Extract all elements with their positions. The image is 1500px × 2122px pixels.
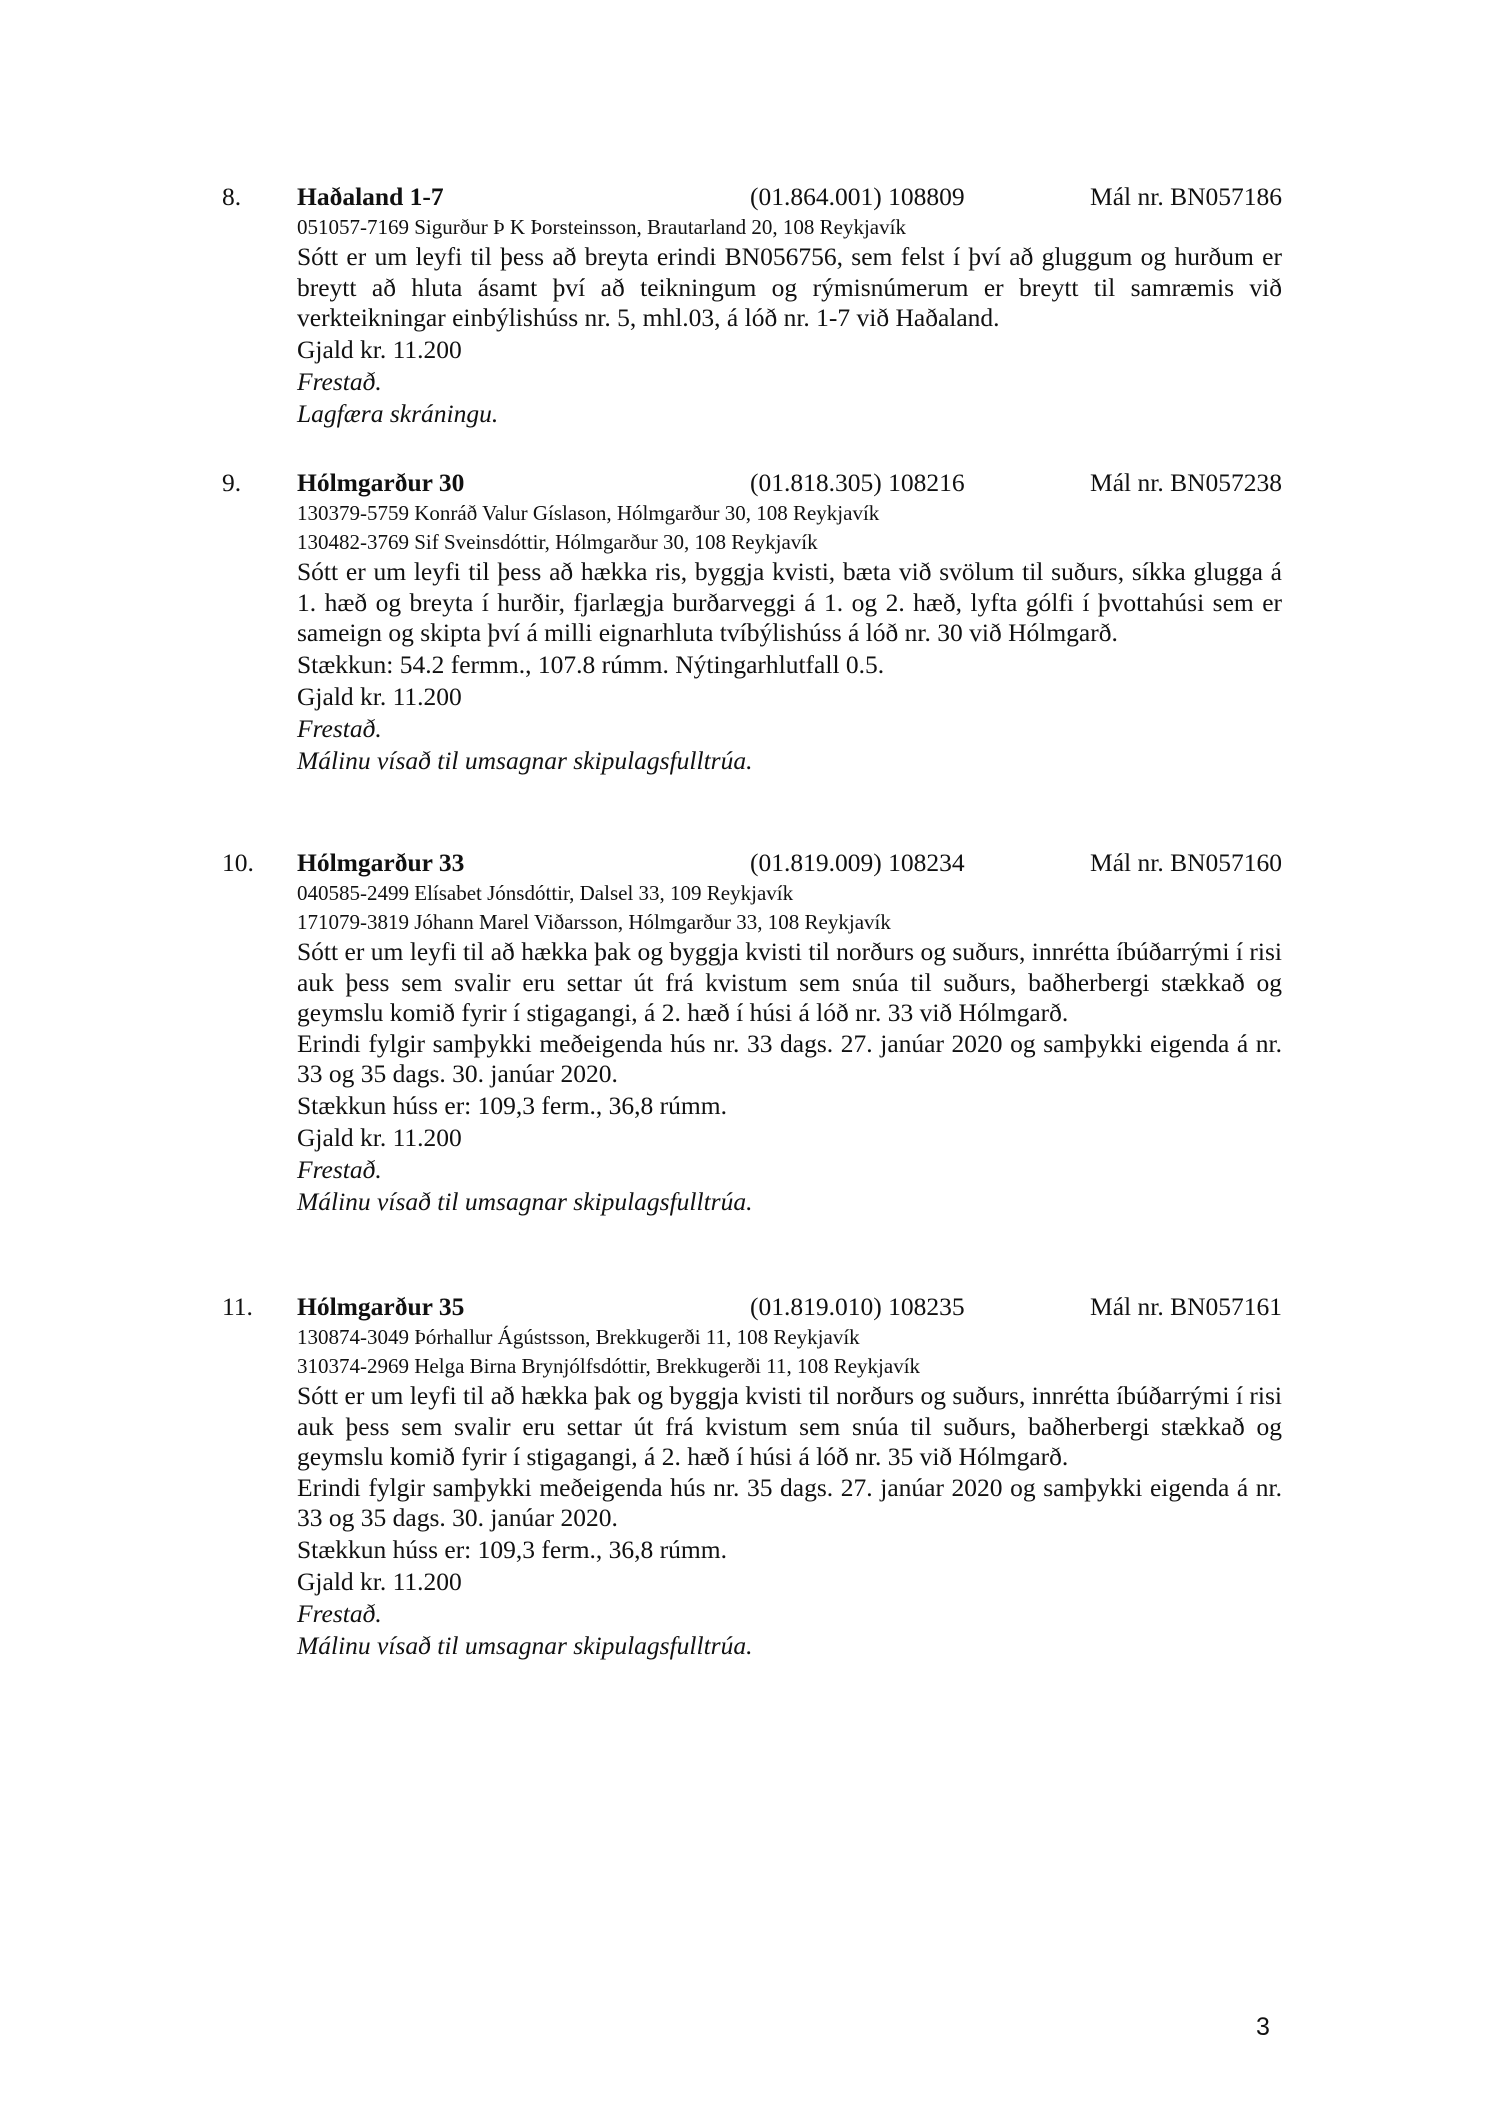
applicant-line: 130379-5759 Konráð Valur Gíslason, Hólmgarður 30, 108 Reykjavík: [297, 501, 880, 525]
entry-body: [297, 879, 1282, 1218]
case-entry: [222, 846, 1282, 1218]
entry-body: [297, 213, 1282, 430]
applicant-line: 051057-7169 Sigurður Þ K Þorsteinsson, Brautarland 20, 108 Reykjavík: [297, 215, 906, 239]
entry-body: [297, 1323, 1282, 1662]
entry-case-number: Mál nr. BN057160: [1090, 848, 1282, 877]
enlargement-line: Stækkun húss er: 109,3 ferm., 36,8 rúmm.: [297, 1090, 727, 1120]
enlargement-line: Stækkun: 54.2 fermm., 107.8 rúmm. Nýtingarhlutfall 0.5.: [297, 649, 885, 679]
entry-number: 11.: [222, 1292, 253, 1321]
decision-line: Frestað.: [297, 1598, 382, 1628]
description-paragraph: Sótt er um leyfi til þess að breyta erindi BN056756, sem felst í því að gluggum og hurðum er breytt að hluta ásamt því að teikningum og rýmisnúmerum er breytt til samræmis við verkteikningar einbýlishúss nr. 5, mhl.03, á lóð nr. 1-7 við Haðaland.: [297, 242, 1282, 332]
entry-land-reference: (01.818.305) 108216: [750, 468, 965, 497]
entry-case-number: Mál nr. BN057186: [1090, 182, 1282, 211]
note-line: Málinu vísað til umsagnar skipulagsfulltrúa.: [297, 1186, 753, 1216]
entry-body: [297, 499, 1282, 777]
note-line: Málinu vísað til umsagnar skipulagsfulltrúa.: [297, 1630, 753, 1660]
entry-case-number: Mál nr. BN057161: [1090, 1292, 1282, 1321]
entry-address: Hólmgarður 30: [297, 468, 465, 497]
entry-header: [222, 180, 1282, 213]
consent-paragraph: Erindi fylgir samþykki meðeigenda hús nr. 35 dags. 27. janúar 2020 og samþykki eigenda á nr. 33 og 35 dags. 30. janúar 2020.: [297, 1472, 1282, 1532]
entry-number: 9.: [222, 468, 242, 497]
fee-line: Gjald kr. 11.200: [297, 1122, 462, 1152]
page-number: 3: [1256, 2013, 1270, 2041]
description-paragraph: Sótt er um leyfi til að hækka þak og byggja kvisti til norðurs og suðurs, innrétta íbúðarrými í risi auk þess sem svalir eru settar út frá kvistum sem snúa til suðurs, baðherbergi stækkað og geymslu komið fyrir í stigagangi, á 2. hæð í húsi á lóð nr. 35 við Hólmgarð.: [297, 1381, 1282, 1471]
decision-line: Frestað.: [297, 366, 382, 396]
note-line: Málinu vísað til umsagnar skipulagsfulltrúa.: [297, 745, 753, 775]
entry-number: 10.: [222, 848, 254, 877]
entry-address: Hólmgarður 35: [297, 1292, 465, 1321]
enlargement-line: Stækkun húss er: 109,3 ferm., 36,8 rúmm.: [297, 1534, 727, 1564]
decision-line: Frestað.: [297, 1154, 382, 1184]
description-paragraph: Sótt er um leyfi til að hækka þak og byggja kvisti til norðurs og suðurs, innrétta íbúðarrými í risi auk þess sem svalir eru settar út frá kvistum sem snúa til suðurs, baðherbergi stækkað og geymslu komið fyrir í stigagangi, á 2. hæð í húsi á lóð nr. 33 við Hólmgarð.: [297, 937, 1282, 1027]
case-entry: [222, 180, 1282, 430]
applicant-line: 040585-2499 Elísabet Jónsdóttir, Dalsel 33, 109 Reykjavík: [297, 881, 794, 905]
description-paragraph: Sótt er um leyfi til þess að hækka ris, byggja kvisti, bæta við svölum til suðurs, síkka glugga á 1. hæð og breyta í hurðir, fjarlægja burðarveggi á 1. og 2. hæð, lyfta gólfi í þvottahúsi sem er sameign og skipta því á milli eignarhluta tvíbýlishúss á lóð nr. 30 við Hólmgarð.: [297, 557, 1282, 647]
entry-address: Hólmgarður 33: [297, 848, 465, 877]
fee-line: Gjald kr. 11.200: [297, 1566, 462, 1596]
note-line: Lagfæra skráningu.: [297, 398, 499, 428]
applicant-line: 171079-3819 Jóhann Marel Viðarsson, Hólmgarður 33, 108 Reykjavík: [297, 910, 891, 934]
decision-line: Frestað.: [297, 713, 382, 743]
entry-case-number: Mál nr. BN057238: [1090, 468, 1282, 497]
applicant-line: 130874-3049 Þórhallur Ágústsson, Brekkugerði 11, 108 Reykjavík: [297, 1325, 860, 1349]
fee-line: Gjald kr. 11.200: [297, 681, 462, 711]
applicant-line: 130482-3769 Sif Sveinsdóttir, Hólmgarður 30, 108 Reykjavík: [297, 530, 818, 554]
fee-line: Gjald kr. 11.200: [297, 334, 462, 364]
entry-header: [222, 846, 1282, 879]
case-entry: [222, 466, 1282, 777]
entry-address: Haðaland 1-7: [297, 182, 444, 211]
applicant-line: 310374-2969 Helga Birna Brynjólfsdóttir, Brekkugerði 11, 108 Reykjavík: [297, 1354, 921, 1378]
entry-land-reference: (01.819.010) 108235: [750, 1292, 965, 1321]
entry-land-reference: (01.864.001) 108809: [750, 182, 965, 211]
entry-land-reference: (01.819.009) 108234: [750, 848, 965, 877]
entry-header: [222, 466, 1282, 499]
entry-header: [222, 1290, 1282, 1323]
consent-paragraph: Erindi fylgir samþykki meðeigenda hús nr. 33 dags. 27. janúar 2020 og samþykki eigenda á nr. 33 og 35 dags. 30. janúar 2020.: [297, 1028, 1282, 1088]
entry-number: 8.: [222, 182, 242, 211]
case-entry: [222, 1290, 1282, 1662]
